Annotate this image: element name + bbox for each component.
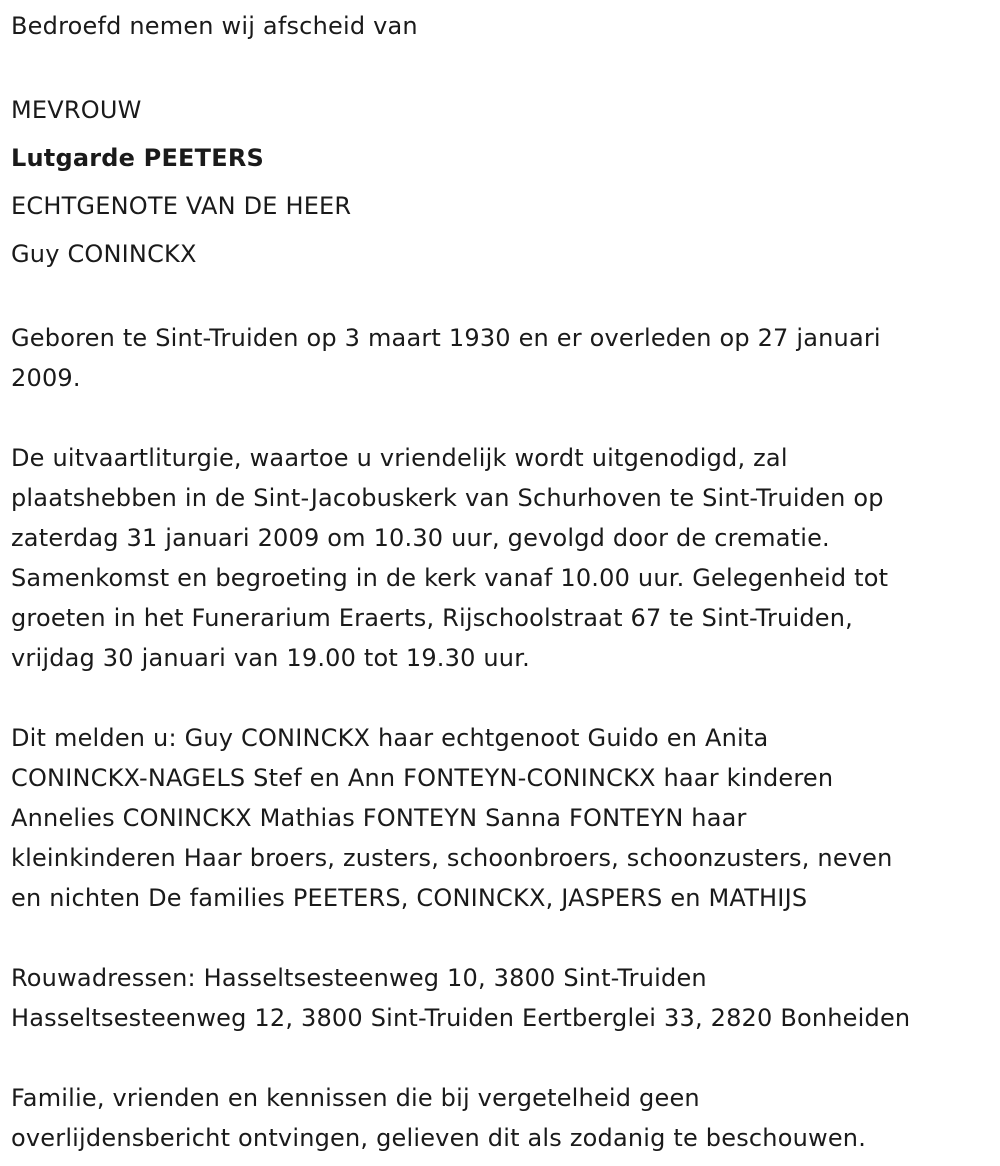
announcers-line: Annelies CONINCKX Mathias FONTEYN Sanna FONTEYN haar: [11, 804, 747, 832]
spacer: [11, 1038, 984, 1078]
announcers-line: en nichten De families PEETERS, CONINCKX, JASPERS en MATHIJS: [11, 884, 808, 912]
spacer: [11, 398, 984, 438]
intro-text: Bedroefd nemen wij afscheid van: [11, 12, 418, 40]
addresses-paragraph: [11, 958, 984, 1038]
spacer: [11, 46, 984, 86]
announcers-line: kleinkinderen Haar broers, zusters, schoonbroers, schoonzusters, neven: [11, 844, 893, 872]
ceremony-line: zaterdag 31 januari 2009 om 10.30 uur, gevolgd door de crematie.: [11, 524, 830, 552]
announcers-line: Dit melden u: Guy CONINCKX haar echtgenoot Guido en Anita: [11, 724, 769, 752]
ceremony-line: Samenkomst en begroeting in de kerk vanaf 10.00 uur. Gelegenheid tot: [11, 564, 889, 592]
announcers-paragraph: [11, 718, 984, 918]
ceremony-line: plaatshebben in de Sint-Jacobuskerk van Schurhoven te Sint-Truiden op: [11, 484, 884, 512]
announcers-line: CONINCKX-NAGELS Stef en Ann FONTEYN-CONINCKX haar kinderen: [11, 764, 834, 792]
spacer: [11, 678, 984, 718]
closing-paragraph: [11, 1078, 984, 1158]
address-line: Hasseltsesteenweg 12, 3800 Sint-Truiden Eertberglei 33, 2820 Bonheiden: [11, 1004, 911, 1032]
relation-text: ECHTGENOTE VAN DE HEER: [11, 192, 352, 220]
closing-line: Familie, vrienden en kennissen die bij vergetelheid geen: [11, 1084, 700, 1112]
ceremony-line: De uitvaartliturgie, waartoe u vriendelijk wordt uitgenodigd, zal: [11, 444, 788, 472]
spacer: [11, 278, 984, 318]
deceased-name: Lutgarde PEETERS: [11, 144, 264, 172]
spacer: [11, 918, 984, 958]
birth-death-paragraph: [11, 318, 984, 398]
title-prefix: MEVROUW: [11, 96, 142, 124]
birth-death-line: Geboren te Sint-Truiden op 3 maart 1930 en er overleden op 27 januari: [11, 324, 881, 352]
ceremony-paragraph: [11, 438, 984, 678]
address-line: Rouwadressen: Hasseltsesteenweg 10, 3800 Sint-Truiden: [11, 964, 707, 992]
ceremony-line: vrijdag 30 januari van 19.00 tot 19.30 uur.: [11, 644, 530, 672]
ceremony-line: groeten in het Funerarium Eraerts, Rijschoolstraat 67 te Sint-Truiden,: [11, 604, 853, 632]
spouse-name: Guy CONINCKX: [11, 240, 197, 268]
closing-line: overlijdensbericht ontvingen, gelieven dit als zodanig te beschouwen.: [11, 1124, 867, 1152]
birth-death-line: 2009.: [11, 364, 81, 392]
